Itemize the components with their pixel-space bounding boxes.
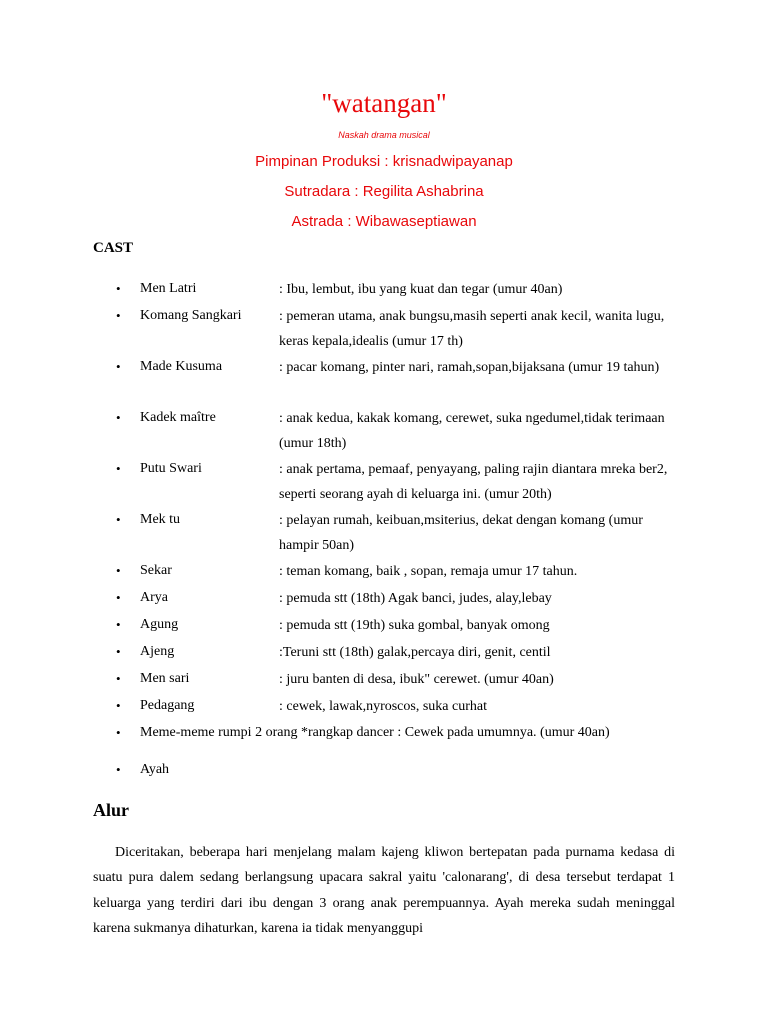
bullet-icon: •: [116, 461, 121, 476]
cast-name: Arya: [140, 590, 168, 605]
cast-extra-line: Meme-meme rumpi 2 orang *rangkap dancer : Cewek pada umumnya. (umur 40an): [140, 725, 610, 740]
list-item: [0, 670, 768, 697]
document-subtitle: Naskah drama musical: [338, 130, 430, 140]
cast-name: Putu Swari: [140, 461, 202, 476]
cast-name: Ayah: [140, 762, 170, 777]
list-item: [0, 616, 768, 643]
credit-producer: Pimpinan Produksi : krisnadwipayanap: [255, 153, 513, 170]
list-item: [0, 280, 768, 307]
cast-name: Kadek maître: [140, 410, 216, 425]
bullet-icon: •: [116, 698, 121, 713]
cast-description: : pemeran utama, anak bungsu,masih seperti anak kecil, wanita lugu, keras kepala,idealis (umur 17 th): [279, 309, 665, 349]
bullet-icon: •: [116, 563, 121, 578]
bullet-icon: •: [116, 281, 121, 296]
cast-name: Men Latri: [140, 281, 197, 296]
cast-description: : cewek, lawak,nyroscos, suka curhat: [279, 699, 487, 714]
cast-list: [0, 280, 768, 788]
credit-assistant-director: Astrada : Wibawaseptiawan: [291, 213, 477, 230]
cast-description: :Teruni stt (18th) galak,percaya diri, genit, centil: [279, 645, 551, 660]
alur-heading: Alur: [93, 800, 129, 820]
cast-heading: CAST: [93, 240, 134, 256]
list-item: [0, 724, 768, 761]
bullet-icon: •: [116, 512, 121, 527]
bullet-icon: •: [116, 359, 121, 374]
cast-description: : anak kedua, kakak komang, cerewet, suka ngedumel,tidak terimaan (umur 18th): [279, 411, 665, 451]
cast-description: : anak pertama, pemaaf, penyayang, paling rajin diantara mreka ber2, seperti seorang ayah di keluarga ini. (umur 20th): [279, 462, 668, 502]
list-item: [0, 589, 768, 616]
cast-description: : juru banten di desa, ibuk" cerewet. (umur 40an): [279, 672, 554, 687]
cast-name: Sekar: [140, 563, 172, 578]
cast-name: Ajeng: [140, 644, 175, 659]
list-item: [0, 562, 768, 589]
cast-description: : Ibu, lembut, ibu yang kuat dan tegar (umur 40an): [279, 282, 563, 297]
cast-description: : teman komang, baik , sopan, remaja umur 17 tahun.: [279, 564, 578, 579]
list-item: [0, 643, 768, 670]
cast-name: Made Kusuma: [140, 359, 223, 374]
list-item: [0, 511, 768, 562]
list-item: [0, 697, 768, 724]
cast-description: : pemuda stt (19th) suka gombal, banyak omong: [279, 618, 550, 633]
list-item: [0, 358, 768, 409]
list-item: [0, 761, 768, 788]
bullet-icon: •: [116, 590, 121, 605]
cast-name: Mek tu: [140, 512, 181, 527]
list-item: [0, 460, 768, 511]
document-title: "watangan": [321, 88, 447, 118]
bullet-icon: •: [116, 644, 121, 659]
cast-description: : pelayan rumah, keibuan,msiterius, dekat dengan komang (umur hampir 50an): [279, 513, 643, 553]
bullet-icon: •: [116, 762, 121, 777]
cast-description: : pacar komang, pinter nari, ramah,sopan,bijaksana (umur 19 tahun): [279, 360, 660, 375]
credit-director: Sutradara : Regilita Ashabrina: [284, 183, 484, 200]
bullet-icon: •: [116, 671, 121, 686]
list-item: [0, 307, 768, 358]
cast-name: Men sari: [140, 671, 190, 686]
bullet-icon: •: [116, 617, 121, 632]
bullet-icon: •: [116, 725, 121, 740]
cast-name: Pedagang: [140, 698, 195, 713]
cast-name: Agung: [140, 617, 179, 632]
alur-paragraph: Diceritakan, beberapa hari menjelang malam kajeng kliwon bertepatan pada purnama kedasa di suatu pura dalem sedang berlangsung upacara sakral yaitu 'calonarang', di desa tersebut terdapat 1 keluarga yang terdiri dari ibu dengan 3 orang anak perempuannya. Ayah mereka sudah meninggal karena sukmanya dihaturkan, karena ia tidak menyanggupi: [93, 845, 675, 936]
bullet-icon: •: [116, 308, 121, 323]
cast-name: Komang Sangkari: [140, 308, 242, 323]
cast-description: : pemuda stt (18th) Agak banci, judes, alay,lebay: [279, 591, 552, 606]
list-item: [0, 409, 768, 460]
bullet-icon: •: [116, 410, 121, 425]
